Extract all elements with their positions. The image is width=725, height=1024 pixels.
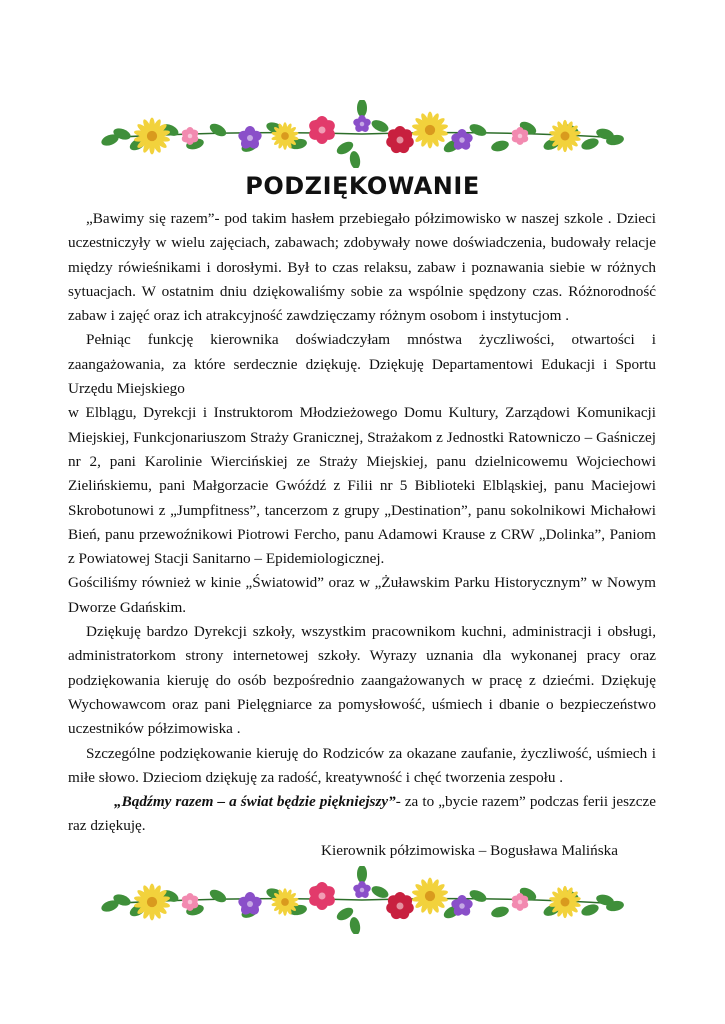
- paragraph-intro: „Bawimy się razem”- pod takim hasłem przebiegało półzimowisko w naszej szkole . Dzieci uczestniczyły w wielu zajęciach, zabawach; zdobywały nowe doświadczenia, budowały relacje między rówieśnikami i dorosłymi. Był to czas relaksu, zabaw i poznawania siebie w różnych sytuacjach. W ostatnim dniu dziękowaliśmy sobie za wspólnie spędzony czas. Różnorodność zabaw i zajęć oraz ich atrakcyjność zawdzięczamy różnym osobom i instytucjom .: [68, 210, 656, 325]
- motto-rest: - za to „bycie razem” podczas ferii jeszcze raz dziękuję.: [68, 793, 656, 835]
- letter-body: [68, 207, 656, 863]
- signature: Kierownik półzimowiska – Bogusława Malińska: [321, 841, 618, 859]
- flower-garland-icon: [100, 100, 625, 168]
- paragraph-thanks: Pełniąc funkcję kierownika doświadczyłam mnóstwa życzliwości, otwartości i zaangażowania, za które serdecznie dziękuję. Dziękuję Departamentowi Edukacji i Sportu Urzędu Miejskiego: [68, 331, 656, 398]
- paragraph-institutions: w Elblągu, Dyrekcji i Instruktorom Młodzieżowego Domu Kultury, Zarządowi Komunikacji Miejskiej, Funkcjonariuszom Straży Granicznej, Strażakom z Jednostki Ratowniczo – Gaśniczej nr 2, pani Karolinie Wiercińskiej ze Straży Miejskiej, panu dzielnicowemu Wojciechowi Zielińskiemu, pani Małgorzacie Gwóźdź z Filii nr 5 Biblioteki Elbląskiej, panu Maciejowi Skrobotunowi z „Jumpfitness”, tancerzom z grupy „Destination”, panu sokolnikowi Michałowi Bień, panu przewoźnikowi Piotrowi Fercho, panu Adamowi Krause z CRW „Dolinka”, Paniom z Powiatowej Stacji Sanitarno – Epidemiologicznej.: [68, 404, 656, 568]
- paragraph-staff: Dziękuję bardzo Dyrekcji szkoły, wszystkim pracownikom kuchni, administracji i obsługi, administratorkom strony internetowej szkoły. Wyrazy uznania dla wykonanej pracy oraz podziękowania kieruję do osób bezpośrednio zaangażowanych w pracę z dziećmi. Dziękuję Wychowawcom oraz pani Pielęgniarce za pomysłowość, uśmiech i dbanie o bezpieczeństwo uczestników półzimowiska .: [68, 623, 656, 738]
- paragraph-motto: [68, 790, 656, 839]
- motto-text: „Bądźmy razem – a świat będzie piękniejszy”: [114, 793, 396, 811]
- paragraph-guests: Gościliśmy również w kinie „Światowid” oraz w „Żuławskim Parku Historycznym” w Nowym Dworze Gdańskim.: [68, 574, 656, 616]
- paragraph-parents: Szczególne podziękowanie kieruję do Rodziców za okazane zaufanie, życzliwość, uśmiech i miłe słowo. Dzieciom dziękuję za radość, kreatywność i chęć tworzenia zespołu .: [68, 744, 656, 786]
- flower-garland-icon: [100, 866, 625, 934]
- page-title: PODZIĘKOWANIE: [245, 172, 480, 200]
